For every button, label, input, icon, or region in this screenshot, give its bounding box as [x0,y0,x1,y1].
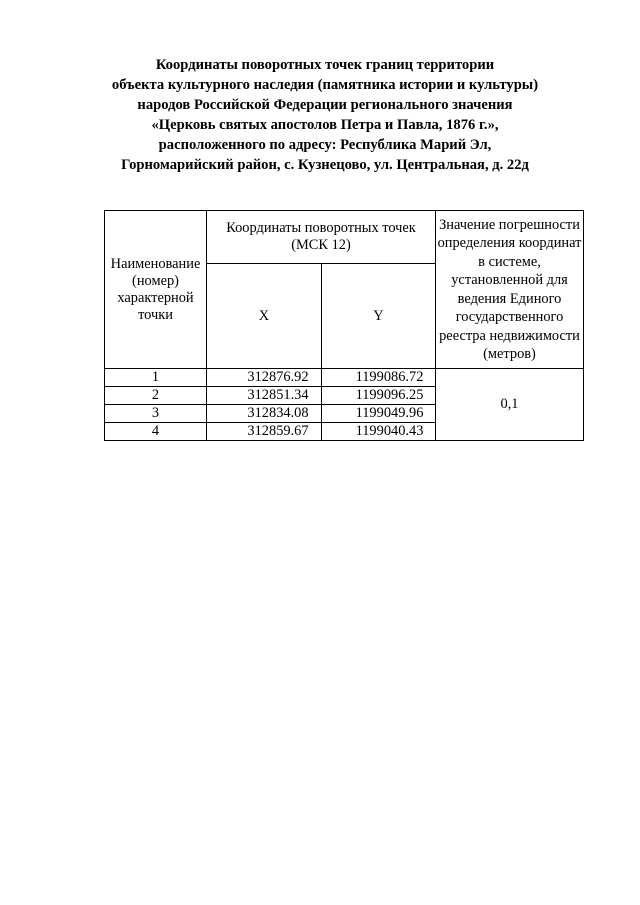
title-line: Координаты поворотных точек границ территории [155,57,495,73]
document-title [60,55,590,175]
header-point-name: Наименование (номер) характерной точки [105,211,207,369]
title-line: расположенного по адресу: Республика Марий Эл, [158,137,492,153]
header-error: Значение погрешности определения координат в системе, установленной для ведения Единого государственного реестра недвижимости (метров) [436,211,584,369]
title-line: «Церковь святых апостолов Петра и Павла, 1876 г.», [151,117,499,133]
header-x: X [207,264,322,369]
coord-x: 312859.67 [207,423,322,441]
header-coords-group: Координаты поворотных точек (МСК 12) [207,211,436,264]
point-number: 1 [105,369,207,387]
point-number: 4 [105,423,207,441]
coord-x: 312876.92 [207,369,322,387]
title-line: объекта культурного наследия (памятника истории и культуры) [111,77,539,93]
error-value: 0,1 [436,369,584,441]
coordinates-table [104,210,584,441]
coord-y: 1199086.72 [322,369,436,387]
point-number: 2 [105,387,207,405]
coord-y: 1199040.43 [322,423,436,441]
title-line: Горномарийский район, с. Кузнецово, ул. Центральная, д. 22д [121,157,529,173]
coord-x: 312851.34 [207,387,322,405]
header-y: Y [322,264,436,369]
coord-y: 1199049.96 [322,405,436,423]
coord-y: 1199096.25 [322,387,436,405]
table-row [105,369,584,387]
title-line: народов Российской Федерации регионального значения [137,97,513,113]
point-number: 3 [105,405,207,423]
coord-x: 312834.08 [207,405,322,423]
